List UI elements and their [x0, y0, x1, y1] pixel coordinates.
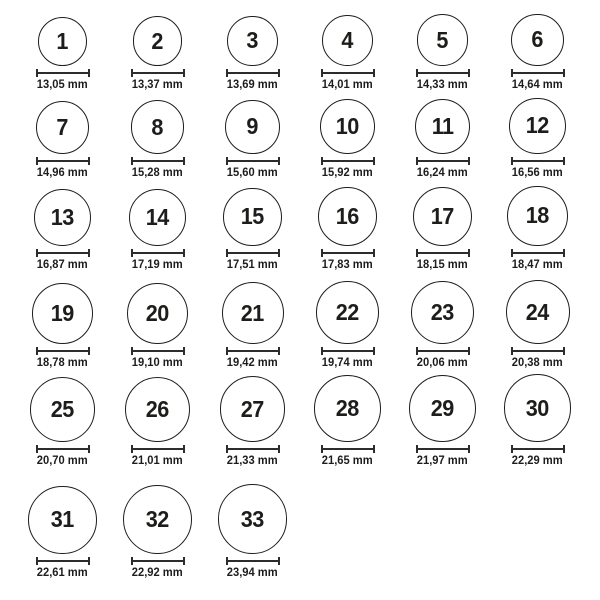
chart-row-4: [15, 272, 585, 370]
diameter-label: 20,38 mm: [512, 357, 563, 369]
diameter-label: 18,47 mm: [512, 259, 563, 271]
ring-size-number: 32: [145, 505, 170, 532]
diameter-label: 13,69 mm: [227, 79, 278, 91]
diameter-ruler-icon: [36, 347, 90, 355]
ring-size-number: 13: [50, 204, 75, 231]
diameter-ruler-icon: [36, 157, 90, 165]
diameter-label: 17,19 mm: [132, 259, 183, 271]
ring-size-cell-9: [205, 100, 300, 180]
diameter-label: 16,87 mm: [37, 259, 88, 271]
diameter-label: 18,78 mm: [37, 357, 88, 369]
diameter-label: 15,28 mm: [132, 167, 183, 179]
diameter-label: 22,29 mm: [512, 455, 563, 467]
ring-circle: [507, 186, 567, 246]
diameter-ruler-icon: [226, 557, 280, 565]
ring-size-cell-11: [395, 99, 490, 181]
ring-circle: [320, 99, 375, 154]
ring-size-number: 27: [240, 395, 265, 422]
ring-circle: [227, 16, 277, 66]
ring-size-cell-24: [490, 280, 585, 370]
ring-size-cell-21: [205, 282, 300, 370]
diameter-label: 14,96 mm: [37, 167, 88, 179]
ring-size-number: 3: [246, 27, 259, 54]
chart-row-3: [15, 180, 585, 272]
ring-size-cell-3: [205, 16, 300, 92]
ring-size-number: 18: [525, 202, 550, 229]
diameter-label: 21,97 mm: [417, 455, 468, 467]
ring-size-cell-33: [205, 484, 300, 580]
chart-row-6: [15, 468, 585, 580]
diameter-ruler-icon: [36, 445, 90, 453]
diameter-ruler-icon: [131, 347, 185, 355]
ring-size-cell-17: [395, 187, 490, 272]
ring-size-number: 28: [335, 395, 360, 422]
ring-circle: [511, 14, 563, 66]
ring-size-number: 9: [246, 113, 259, 140]
ring-size-number: 30: [525, 394, 550, 421]
ring-size-number: 29: [430, 394, 455, 421]
ring-size-number: 22: [335, 299, 360, 326]
diameter-label: 21,65 mm: [322, 455, 373, 467]
ring-size-cell-2: [110, 16, 205, 92]
diameter-ruler-icon: [131, 157, 185, 165]
diameter-ruler-icon: [511, 445, 565, 453]
ring-size-cell-22: [300, 281, 395, 370]
ring-size-cell-13: [15, 189, 110, 272]
ring-circle: [506, 280, 570, 344]
ring-size-number: 14: [145, 203, 170, 230]
ring-size-cell-14: [110, 189, 205, 273]
ring-size-cell-7: [15, 101, 110, 180]
ring-size-cell-1: [15, 17, 110, 92]
diameter-label: 19,10 mm: [132, 357, 183, 369]
ring-circle: [131, 100, 185, 154]
ring-circle: [36, 101, 89, 154]
ring-circle: [127, 283, 188, 344]
ring-circle: [509, 98, 565, 154]
ring-circle: [218, 484, 288, 554]
ring-circle: [223, 188, 281, 246]
ring-size-number: 1: [56, 28, 69, 54]
ring-circle: [504, 374, 572, 442]
ring-size-cell-5: [395, 14, 490, 92]
diameter-label: 16,56 mm: [512, 167, 563, 179]
ring-size-number: 8: [151, 113, 164, 140]
ring-size-cell-8: [110, 100, 205, 180]
diameter-label: 23,94 mm: [227, 567, 278, 579]
ring-size-cell-30: [490, 374, 585, 468]
diameter-label: 15,92 mm: [322, 167, 373, 179]
ring-circle: [417, 14, 469, 66]
diameter-label: 14,64 mm: [512, 79, 563, 91]
ring-size-number: 19: [50, 300, 75, 327]
ring-size-cell-20: [110, 283, 205, 370]
ring-size-number: 31: [50, 506, 75, 533]
diameter-ruler-icon: [511, 347, 565, 355]
diameter-label: 15,60 mm: [227, 167, 278, 179]
chart-row-1: [15, 2, 585, 92]
diameter-ruler-icon: [36, 249, 90, 257]
ring-circle: [129, 189, 187, 247]
ring-size-number: 5: [436, 26, 449, 53]
diameter-ruler-icon: [511, 249, 565, 257]
ring-circle: [413, 187, 472, 246]
diameter-ruler-icon: [131, 249, 185, 257]
ring-size-cell-19: [15, 283, 110, 370]
ring-circle: [125, 377, 190, 442]
diameter-label: 13,05 mm: [37, 79, 88, 91]
ring-circle: [30, 377, 95, 442]
diameter-label: 22,92 mm: [132, 567, 183, 579]
ring-size-cell-18: [490, 186, 585, 272]
diameter-label: 17,83 mm: [322, 259, 373, 271]
ring-size-number: 17: [430, 202, 455, 229]
ring-circle: [225, 100, 279, 154]
diameter-label: 20,06 mm: [417, 357, 468, 369]
diameter-ruler-icon: [416, 69, 470, 77]
diameter-ruler-icon: [36, 69, 90, 77]
ring-size-cell-31: [15, 486, 110, 581]
ring-size-number: 2: [151, 27, 164, 54]
diameter-ruler-icon: [321, 69, 375, 77]
ring-size-cell-29: [395, 375, 490, 468]
ring-circle: [318, 187, 377, 246]
diameter-ruler-icon: [226, 69, 280, 77]
diameter-ruler-icon: [131, 69, 185, 77]
diameter-label: 21,33 mm: [227, 455, 278, 467]
ring-circle: [411, 281, 474, 344]
diameter-ruler-icon: [226, 157, 280, 165]
diameter-ruler-icon: [131, 445, 185, 453]
diameter-label: 14,33 mm: [417, 79, 468, 91]
ring-size-cell-6: [490, 14, 585, 92]
ring-size-cell-16: [300, 187, 395, 272]
diameter-ruler-icon: [226, 249, 280, 257]
diameter-ruler-icon: [416, 157, 470, 165]
ring-size-number: 4: [341, 27, 354, 53]
ring-size-number: 6: [531, 26, 544, 53]
ring-size-cell-4: [300, 15, 395, 92]
ring-size-cell-32: [110, 485, 205, 580]
ring-size-number: 10: [335, 113, 360, 140]
diameter-ruler-icon: [416, 347, 470, 355]
diameter-label: 16,24 mm: [417, 167, 468, 179]
diameter-label: 14,01 mm: [322, 79, 373, 91]
ring-size-number: 21: [240, 299, 265, 326]
ring-circle: [220, 376, 286, 442]
ring-size-cell-28: [300, 375, 395, 468]
ring-size-number: 20: [145, 299, 170, 326]
chart-row-5: [15, 370, 585, 468]
ring-size-number: 33: [240, 505, 265, 532]
ring-size-cell-27: [205, 376, 300, 468]
diameter-ruler-icon: [416, 445, 470, 453]
ring-size-cell-15: [205, 188, 300, 272]
diameter-ruler-icon: [131, 557, 185, 565]
diameter-ruler-icon: [511, 69, 565, 77]
ring-circle: [32, 283, 93, 344]
ring-size-number: 7: [56, 114, 69, 141]
diameter-ruler-icon: [416, 249, 470, 257]
ring-circle: [322, 15, 373, 66]
diameter-ruler-icon: [226, 347, 280, 355]
ring-circle: [222, 282, 284, 344]
diameter-label: 18,15 mm: [417, 259, 468, 271]
ring-circle: [409, 375, 476, 442]
diameter-ruler-icon: [511, 157, 565, 165]
ring-size-number: 15: [240, 203, 265, 230]
ring-size-number: 23: [430, 298, 455, 325]
diameter-ruler-icon: [321, 347, 375, 355]
ring-size-number: 16: [335, 203, 360, 230]
diameter-label: 17,51 mm: [227, 259, 278, 271]
diameter-label: 21,01 mm: [132, 455, 183, 467]
ring-size-cell-23: [395, 281, 490, 370]
ring-size-number: 25: [50, 396, 75, 423]
ring-circle: [415, 99, 471, 155]
ring-circle: [133, 16, 183, 66]
ring-size-number: 11: [431, 112, 454, 139]
ring-circle: [28, 486, 97, 555]
ring-size-number: 26: [145, 395, 170, 422]
diameter-label: 19,42 mm: [227, 357, 278, 369]
ring-circle: [38, 17, 87, 66]
diameter-label: 20,70 mm: [37, 455, 88, 467]
diameter-label: 22,61 mm: [37, 567, 88, 579]
ring-size-cell-26: [110, 377, 205, 468]
diameter-ruler-icon: [321, 249, 375, 257]
ring-circle: [314, 375, 381, 442]
diameter-ruler-icon: [321, 445, 375, 453]
ring-size-cell-12: [490, 98, 585, 180]
ring-circle: [316, 281, 379, 344]
ring-circle: [123, 485, 192, 554]
diameter-label: 13,37 mm: [132, 79, 183, 91]
chart-row-2: [15, 92, 585, 180]
diameter-ruler-icon: [36, 557, 90, 565]
ring-size-number: 24: [525, 298, 550, 325]
diameter-ruler-icon: [226, 445, 280, 453]
ring-size-cell-25: [15, 377, 110, 468]
diameter-label: 19,74 mm: [322, 357, 373, 369]
diameter-ruler-icon: [321, 157, 375, 165]
ring-circle: [34, 189, 91, 246]
ring-size-cell-10: [300, 99, 395, 180]
ring-size-number: 12: [525, 112, 550, 139]
